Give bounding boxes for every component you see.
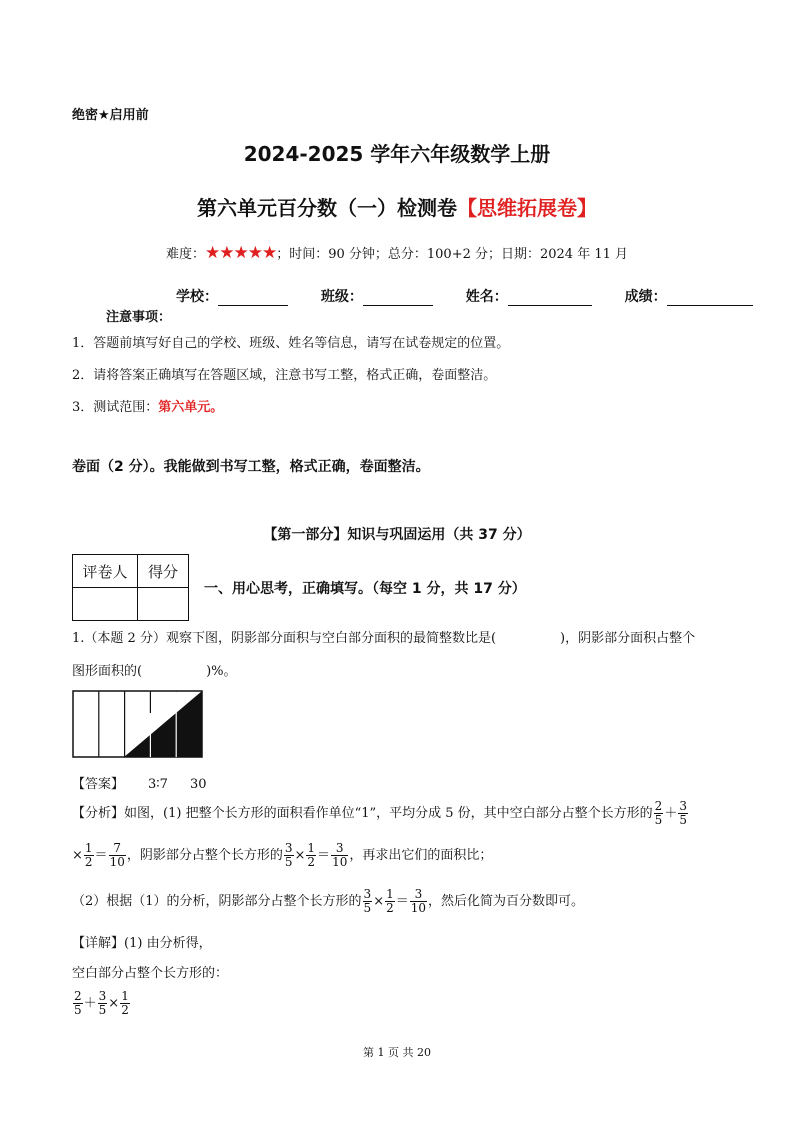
fraction-1-2: $\frac{1}{2}$: [121, 989, 129, 1017]
fraction-1-2: $\frac{1}{2}$: [307, 841, 316, 869]
exam-info: ；时间：90 分钟；总分：100+2 分；日期：2024 年 11 月: [276, 247, 629, 262]
times-sign: ×: [373, 894, 385, 909]
note-item-3-prefix: 3．测试范围：: [72, 400, 159, 415]
question-1-line1: [72, 627, 695, 646]
detail-formula: [72, 990, 131, 1017]
subtitle-main: 第六单元百分数（一）检测卷: [197, 196, 457, 220]
school-label: 学校：: [176, 289, 218, 305]
note-item-3: [72, 396, 223, 415]
note-item-1: 1．答题前填写好自己的学校、班级、姓名等信息，请写在试卷规定的位置。: [72, 336, 510, 351]
equals-sign: ＝: [317, 848, 331, 863]
fraction-2-5: $\frac{2}{5}$: [654, 799, 663, 827]
equals-sign: ＝: [395, 894, 409, 909]
section1-title: 一、用心思考，正确填写。（每空 1 分，共 17 分）: [204, 581, 526, 597]
answer-line: [72, 773, 207, 792]
score-header: 得分: [138, 555, 189, 588]
difficulty-label: 难度：: [165, 247, 205, 262]
plus-sign: ＋: [664, 806, 678, 821]
analysis-text-1: 如图，(1) 把整个长方形的面积看作单位“1”，平均分成 5 份，其中空白部分占整个长方形的: [124, 806, 653, 821]
score-cell[interactable]: [138, 588, 189, 621]
fraction-1-2: $\frac{1}{2}$: [84, 841, 93, 869]
fraction-3-10: $\frac{3}{10}$: [410, 887, 427, 915]
analysis-label: 【分析】: [72, 806, 125, 821]
fraction-3-5: $\frac{3}{5}$: [679, 799, 687, 827]
student-info-fields: [176, 286, 753, 306]
plus-sign: ＋: [83, 996, 97, 1011]
note-item-2: 2．请将答案正确填写在答题区域，注意书写工整，格式正确，卷面整洁。: [72, 368, 497, 383]
page-title: 2024-2025 学年六年级数学上册: [243, 142, 551, 166]
part1-title: 【第一部分】知识与巩固运用（共 37 分）: [263, 527, 531, 543]
answer-label: 【答案】: [72, 777, 125, 792]
q1-text-a: 1.（本题 2 分）观察下图，阴影部分面积与空白部分面积的最简整数比是(: [72, 631, 497, 646]
detail-line-1: [72, 932, 212, 951]
score-blank[interactable]: [667, 291, 753, 306]
analysis-line-3: [72, 888, 584, 915]
times-sign: ×: [294, 848, 306, 863]
analysis-text-2: ，阴影部分占整个长方形的: [126, 848, 283, 863]
analysis-text-4: （2）根据（1）的分析，阴影部分占整个长方形的: [72, 894, 362, 909]
page-subtitle: [0, 192, 794, 221]
grader-header: 评卷人: [73, 555, 138, 588]
analysis-line-2: [72, 842, 492, 869]
class-label: 班级：: [320, 289, 363, 305]
fraction-3-5: $\frac{3}{5}$: [98, 989, 107, 1017]
detail-label: 【详解】: [72, 936, 125, 951]
exam-meta: [0, 243, 794, 263]
question-1-line2: [72, 660, 237, 679]
analysis-text-5: ，然后化简为百分数即可。: [428, 894, 585, 909]
detail-text-1: (1) 由分析得，: [124, 936, 212, 951]
school-blank[interactable]: [218, 291, 288, 306]
shaded-triangle: [124, 691, 202, 757]
times-sign: ×: [108, 996, 120, 1011]
fraction-3-5: $\frac{3}{5}$: [284, 841, 293, 869]
detail-line-2: 空白部分占整个长方形的：: [72, 966, 229, 981]
difficulty-stars-icon: ★★★★★: [205, 243, 277, 263]
answer-value-2: 30: [189, 777, 207, 792]
name-blank[interactable]: [508, 291, 592, 306]
times-sign: ×: [72, 848, 83, 863]
fraction-2-5: $\frac{2}{5}$: [74, 989, 82, 1017]
score-table: [72, 554, 189, 621]
confidential-label: 绝密★启用前: [72, 108, 149, 123]
q1-text-c: 图形面积的(: [72, 664, 143, 679]
subtitle-tag: 【思维拓展卷】: [457, 196, 597, 220]
analysis-text-3: ，再求出它们的面积比；: [349, 848, 493, 863]
neatness-statement: 卷面（2 分）。我能做到书写工整，格式正确，卷面整洁。: [72, 459, 430, 475]
fraction-3-10: $\frac{3}{10}$: [332, 841, 348, 869]
page-footer: 第 1 页 共 20: [363, 1046, 431, 1059]
fraction-1-2: $\frac{1}{2}$: [386, 887, 394, 915]
analysis-line-1: [72, 800, 689, 827]
fraction-7-10: $\frac{7}{10}$: [109, 841, 125, 869]
score-label: 成绩：: [624, 289, 667, 305]
q1-text-d: )%。: [206, 664, 237, 679]
q1-text-b: )，阴影部分面积占整个: [560, 631, 696, 646]
class-blank[interactable]: [363, 291, 433, 306]
note-item-3-scope: 第六单元。: [158, 400, 224, 415]
answer-value-1: 3∶7: [148, 777, 168, 792]
notes-title: 注意事项：: [106, 310, 172, 325]
rectangle-figure: [72, 690, 204, 758]
name-label: 姓名：: [465, 289, 508, 305]
grader-cell[interactable]: [73, 588, 138, 621]
equals-sign: ＝: [94, 848, 108, 863]
fraction-3-5: $\frac{3}{5}$: [363, 887, 372, 915]
